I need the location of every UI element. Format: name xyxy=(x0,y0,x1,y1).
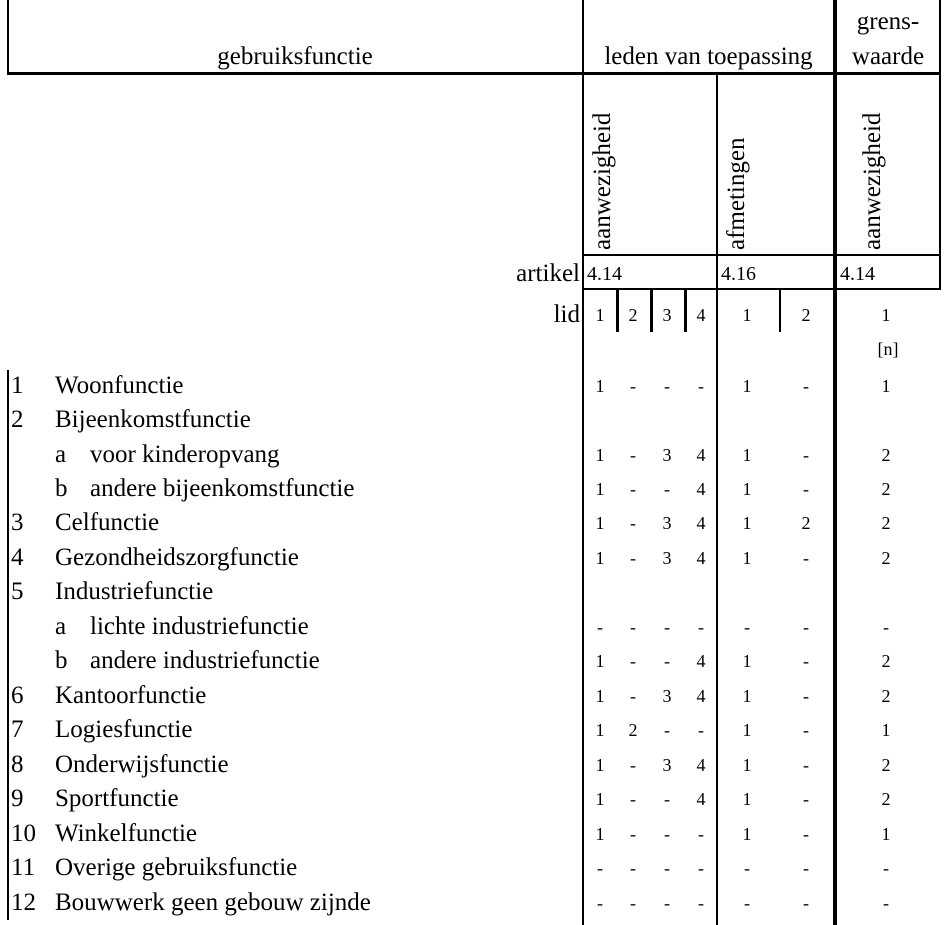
row-sub-letter: a xyxy=(55,441,67,468)
table-cell: 1 xyxy=(742,720,752,740)
table-cell: 2 xyxy=(801,513,811,533)
table-cell: - xyxy=(664,893,670,913)
table-cell: 1 xyxy=(595,479,605,499)
table-cell: 4 xyxy=(696,513,706,533)
table-cell: - xyxy=(744,893,750,913)
table-cell: 4 xyxy=(696,686,706,706)
table-cell: - xyxy=(630,617,636,637)
table-cell: 1 xyxy=(742,789,752,809)
row-function-name: Celfunctie xyxy=(55,509,160,536)
table-cell: - xyxy=(664,617,670,637)
table-cell: 1 xyxy=(742,686,752,706)
table-cell: - xyxy=(630,858,636,878)
table-cell: - xyxy=(803,479,809,499)
table-cell: - xyxy=(698,824,704,844)
table-cell: - xyxy=(630,755,636,775)
table-cell: 2 xyxy=(881,686,891,706)
gebruiksfunctie-heading: gebruiksfunctie xyxy=(217,43,373,70)
table-cell: - xyxy=(664,376,670,396)
header-bottom-line xyxy=(7,72,941,75)
table-cell: - xyxy=(630,893,636,913)
row-number: 11 xyxy=(11,854,36,881)
row-function-name: Industriefunctie xyxy=(55,578,214,605)
lid-separator-4 xyxy=(779,290,781,332)
table-cell: - xyxy=(744,858,750,878)
lid-value: 3 xyxy=(662,305,672,325)
table-cell: - xyxy=(803,755,809,775)
table-cell: - xyxy=(630,445,636,465)
table-cell: 1 xyxy=(742,651,752,671)
table-cell: - xyxy=(803,686,809,706)
aanwezigheid-vertical-heading: aanwezigheid xyxy=(589,112,616,250)
table-cell: 4 xyxy=(696,789,706,809)
table-cell: - xyxy=(630,824,636,844)
row-function-name: Sportfunctie xyxy=(55,785,179,812)
divider-afmetingen xyxy=(716,74,718,925)
row-number: 6 xyxy=(11,682,24,709)
table-cell: - xyxy=(803,720,809,740)
table-cell: 2 xyxy=(881,789,891,809)
afmetingen-vertical-heading: afmetingen xyxy=(723,137,750,250)
table-cell: - xyxy=(698,893,704,913)
artikel-bottom-line xyxy=(582,288,941,290)
table-cell: - xyxy=(803,824,809,844)
row-number: 8 xyxy=(11,751,24,778)
row-number: 9 xyxy=(11,785,24,812)
table-cell: 2 xyxy=(881,548,891,568)
lid-value: 1 xyxy=(595,305,605,325)
table-cell: 1 xyxy=(742,548,752,568)
row-function-name: Winkelfunctie xyxy=(55,820,197,847)
divider-gebruiksfunctie xyxy=(582,0,584,925)
table-cell: 1 xyxy=(595,789,605,809)
table-cell: 3 xyxy=(662,686,672,706)
table-cell: - xyxy=(630,548,636,568)
row-number: 3 xyxy=(11,509,24,536)
row-number: 12 xyxy=(11,889,36,916)
table-cell: 4 xyxy=(696,651,706,671)
table-cell: - xyxy=(630,651,636,671)
row-number: 1 xyxy=(11,372,24,399)
row-number: 2 xyxy=(11,406,24,433)
table-cell: - xyxy=(883,617,889,637)
lid-value: 2 xyxy=(801,305,811,325)
table-cell: - xyxy=(597,858,603,878)
table-cell: 1 xyxy=(595,824,605,844)
table-cell: 1 xyxy=(595,755,605,775)
table-cell: 2 xyxy=(881,651,891,671)
table-cell: - xyxy=(744,617,750,637)
table-cell: 1 xyxy=(595,651,605,671)
lid-value: 2 xyxy=(628,305,638,325)
lid-value: 1 xyxy=(742,305,752,325)
row-function-name: lichte industriefunctie xyxy=(90,613,309,640)
row-function-name: Woonfunctie xyxy=(55,372,184,399)
row-function-name: Kantoorfunctie xyxy=(55,682,207,709)
divider-grenswaarde xyxy=(833,0,837,925)
table-cell: 1 xyxy=(595,513,605,533)
lid-value: 4 xyxy=(696,305,706,325)
table-cell: - xyxy=(803,651,809,671)
table-cell: - xyxy=(883,858,889,878)
table-cell: - xyxy=(630,789,636,809)
table-cell: 1 xyxy=(742,513,752,533)
table-cell: 3 xyxy=(662,755,672,775)
table-cell: - xyxy=(698,376,704,396)
table-cell: 4 xyxy=(696,479,706,499)
row-function-name: Logiesfunctie xyxy=(55,716,193,743)
table-cell: 3 xyxy=(662,548,672,568)
table-cell: - xyxy=(803,617,809,637)
row-number: 10 xyxy=(11,820,36,847)
row-function-name: Bijeenkomstfunctie xyxy=(55,406,251,433)
table-cell: 1 xyxy=(595,548,605,568)
row-function-name: Gezondheidszorgfunctie xyxy=(55,544,299,571)
table-cell: 1 xyxy=(595,445,605,465)
table-cell: - xyxy=(803,376,809,396)
table-cell: - xyxy=(698,617,704,637)
table-cell: 2 xyxy=(628,720,638,740)
table-cell: 1 xyxy=(742,376,752,396)
table-cell: 1 xyxy=(881,376,891,396)
artikel-4-14-b: 4.14 xyxy=(840,263,875,285)
table-cell: - xyxy=(698,720,704,740)
table-cell: - xyxy=(630,513,636,533)
table-cell: - xyxy=(630,479,636,499)
table-cell: 4 xyxy=(696,755,706,775)
left-border-line-lower xyxy=(7,370,9,920)
row-function-name: Overige gebruiksfunctie xyxy=(55,854,298,881)
grens-aanwezigheid-vertical-heading: aanwezigheid xyxy=(859,112,886,250)
row-function-name: andere industriefunctie xyxy=(90,647,320,674)
lid-label: lid xyxy=(553,301,580,328)
lid-value: 1 xyxy=(881,305,891,325)
table-cell: - xyxy=(664,789,670,809)
row-number: 7 xyxy=(11,716,24,743)
table-cell: 2 xyxy=(881,513,891,533)
table-cell: 2 xyxy=(881,479,891,499)
table-cell: - xyxy=(664,824,670,844)
table-cell: 4 xyxy=(696,445,706,465)
row-function-name: andere bijeenkomstfunctie xyxy=(90,475,355,502)
table-cell: - xyxy=(803,893,809,913)
artikel-4-14-a: 4.14 xyxy=(587,263,622,285)
grenswaarde-heading-line2: waarde xyxy=(851,43,925,70)
table-cell: 1 xyxy=(595,686,605,706)
table-cell: 3 xyxy=(662,445,672,465)
table-cell: - xyxy=(630,376,636,396)
table-cell: - xyxy=(803,445,809,465)
table-cell: 1 xyxy=(742,445,752,465)
leden-heading: leden van toepassing xyxy=(604,43,813,70)
table-cell: 1 xyxy=(742,824,752,844)
row-sub-letter: b xyxy=(55,647,68,674)
table-cell: - xyxy=(630,686,636,706)
row-function-name: voor kinderopvang xyxy=(90,441,280,468)
table-cell: 2 xyxy=(881,445,891,465)
table-cell: 1 xyxy=(742,755,752,775)
table-cell: - xyxy=(883,893,889,913)
table-cell: 1 xyxy=(881,720,891,740)
table-cell: 1 xyxy=(595,720,605,740)
row-number: 5 xyxy=(11,578,24,605)
row-sub-letter: a xyxy=(55,613,67,640)
row-sub-letter: b xyxy=(55,475,68,502)
artikel-4-16: 4.16 xyxy=(721,263,756,285)
table-cell: - xyxy=(597,893,603,913)
table-cell: - xyxy=(803,858,809,878)
artikel-top-line xyxy=(582,254,941,256)
table-cell: - xyxy=(803,789,809,809)
table-cell: - xyxy=(664,858,670,878)
table-cell: - xyxy=(803,548,809,568)
table-cell: 1 xyxy=(595,376,605,396)
table-cell: - xyxy=(698,858,704,878)
row-number: 4 xyxy=(11,544,24,571)
table-cell: 3 xyxy=(662,513,672,533)
table-cell: - xyxy=(664,720,670,740)
grenswaarde-heading-line1: grens- xyxy=(856,8,920,35)
table-cell: - xyxy=(664,479,670,499)
row-function-name: Onderwijsfunctie xyxy=(55,751,229,778)
table-cell: 1 xyxy=(881,824,891,844)
row-function-name: Bouwwerk geen gebouw zijnde xyxy=(55,889,371,916)
table-cell: - xyxy=(597,617,603,637)
table-cell: 2 xyxy=(881,755,891,775)
table-cell: - xyxy=(664,651,670,671)
right-border-line xyxy=(939,0,941,290)
table-cell: 1 xyxy=(742,479,752,499)
lid-note: [n] xyxy=(877,339,899,359)
table-cell: 4 xyxy=(696,548,706,568)
artikel-label: artikel xyxy=(516,260,580,287)
